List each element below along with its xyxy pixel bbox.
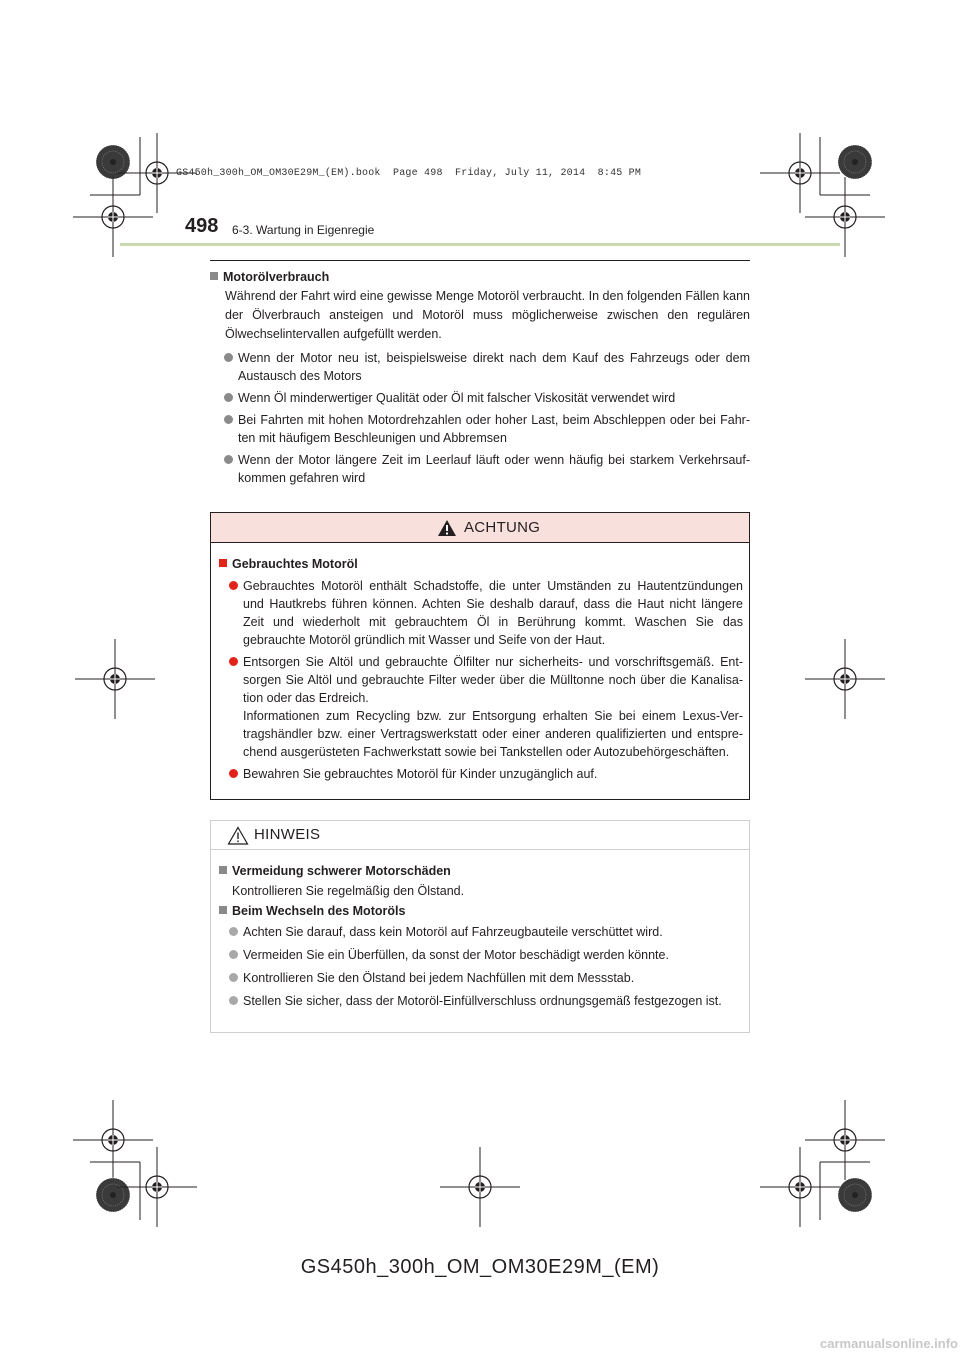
list-item: Bewahren Sie gebrauchtes Motoröl für Kinder unzugänglich auf. xyxy=(219,765,743,783)
bullet-dot-icon xyxy=(229,657,238,666)
square-bullet-icon xyxy=(210,272,218,280)
bullet-dot-icon xyxy=(229,950,238,959)
achtung-title: ACHTUNG xyxy=(464,519,541,536)
watermark: carmanualsonline.info xyxy=(820,1336,958,1351)
list-item: Kontrollieren Sie den Ölstand bei jedem Nachfüllen mit dem Messstab. xyxy=(219,969,743,987)
list-item: Entsorgen Sie Altöl und gebrauchte Ölfilter nur sicherheits- und vorschriftsgemäß. Ent-sorgen Sie Altöl und gebrauchte Filter weder über die Mülltonne noch über die Kanalisa-tion oder das Erdreich. Informationen zum Recycling bzw. zur Entsorgung erhalten Sie bei einem Lexus-Ver-tragshändler bzw. einer Vertragswerkstatt oder einer anderen qualifizierten und entspre-chend ausgerüsteten Fachwerkstatt sowie bei Tankstellen oder Autozubehörgeschäften. xyxy=(219,653,743,761)
bullet-dot-icon xyxy=(229,927,238,936)
square-bullet-icon xyxy=(219,559,227,567)
page-number: 498 xyxy=(185,215,219,237)
caution-triangle-icon xyxy=(227,826,249,845)
hinweis-box xyxy=(210,820,750,1033)
bullet-dot-icon xyxy=(224,393,233,402)
warning-triangle-icon xyxy=(437,519,457,537)
hinweis-text-1: Kontrollieren Sie regelmäßig den Ölstand. xyxy=(232,884,465,898)
achtung-header xyxy=(211,513,749,543)
bullet-dot-icon xyxy=(229,973,238,982)
list-item: Stellen Sie sicher, dass der Motoröl-Einfüllverschluss ordnungsgemäß festgezogen ist. xyxy=(219,992,743,1010)
bullet-dot-icon xyxy=(229,581,238,590)
bullet-dot-icon xyxy=(224,353,233,362)
bullet-dot-icon xyxy=(224,415,233,424)
achtung-heading: Gebrauchtes Motoröl xyxy=(219,557,743,571)
footer-code: GS450h_300h_OM_OM30E29M_(EM) xyxy=(300,1256,660,1278)
achtung-recycling-info: Informationen zum Recycling bzw. zur Entsorgung erhalten Sie bei einem Lexus-Ver-tragshändler bzw. einer Vertragswerkstatt oder einer anderen qualifizierten und entspre-chend ausgerüsteten Fachwerkstatt sowie bei Tankstellen oder Autozubehörgeschäften. xyxy=(243,709,743,759)
achtung-box xyxy=(210,512,750,800)
list-item: Vermeiden Sie ein Überfüllen, da sonst der Motor beschädigt werden könnte. xyxy=(219,946,743,964)
section-title: 6-3. Wartung in Eigenregie xyxy=(232,223,375,237)
list-item: Wenn der Motor längere Zeit im Leerlauf läuft oder wenn häufig bei starkem Verkehrsauf-kommen gefahren wird xyxy=(210,451,750,487)
header-bar xyxy=(120,243,840,246)
list-item: Gebrauchtes Motoröl enthält Schadstoffe, die unter Umständen zu Hautentzündungen und Hautkrebs führen können. Achten Sie deshalb darauf, dass die Haut nicht längere Zeit und wiederholt mit gebrauchtem Öl in Berührung kommt. Waschen Sie das gebrauchte Motoröl gründlich mit Wasser und Seife von der Haut. xyxy=(219,577,743,649)
list-item: Wenn Öl minderwertiger Qualität oder Öl mit falscher Viskosität verwendet wird xyxy=(210,389,750,407)
square-bullet-icon xyxy=(219,866,227,874)
achtung-body xyxy=(211,543,749,783)
list-item: Achten Sie darauf, dass kein Motoröl auf Fahrzeugbauteile verschüttet wird. xyxy=(219,923,743,941)
list-item: Wenn der Motor neu ist, beispielsweise direkt nach dem Kauf des Fahrzeugs oder dem Austausch des Motors xyxy=(210,349,750,385)
bullet-dot-icon xyxy=(229,769,238,778)
bullet-dot-icon xyxy=(229,996,238,1005)
file-info-line: GS450h_300h_OM_OM30E29M_(EM).book Page 498 Friday, July 11, 2014 8:45 PM xyxy=(176,168,642,179)
content-rule xyxy=(210,260,750,261)
square-bullet-icon xyxy=(219,906,227,914)
hinweis-heading-2: Beim Wechseln des Motoröls xyxy=(219,904,743,918)
hinweis-header xyxy=(211,821,749,850)
list-item: Bei Fahrten mit hohen Motordrehzahlen oder hoher Last, beim Abschleppen oder bei Fahr-ten mit häufigem Beschleunigen und Abbremsen xyxy=(210,411,750,447)
motoroelverbrauch-heading: Motorölverbrauch xyxy=(210,270,750,284)
hinweis-title: HINWEIS xyxy=(254,826,321,843)
hinweis-heading-1: Vermeidung schwerer Motorschäden xyxy=(219,864,743,878)
bullet-dot-icon xyxy=(224,455,233,464)
motoroelverbrauch-intro: Während der Fahrt wird eine gewisse Menge Motoröl verbraucht. In den folgenden Fällen kann der Ölverbrauch ansteigen und Motoröl muss möglicherweise zwischen den regulären Ölwechselintervallen aufgefüllt werden. xyxy=(225,289,750,341)
hinweis-body xyxy=(211,850,749,1010)
motoroelverbrauch-section xyxy=(210,270,750,487)
